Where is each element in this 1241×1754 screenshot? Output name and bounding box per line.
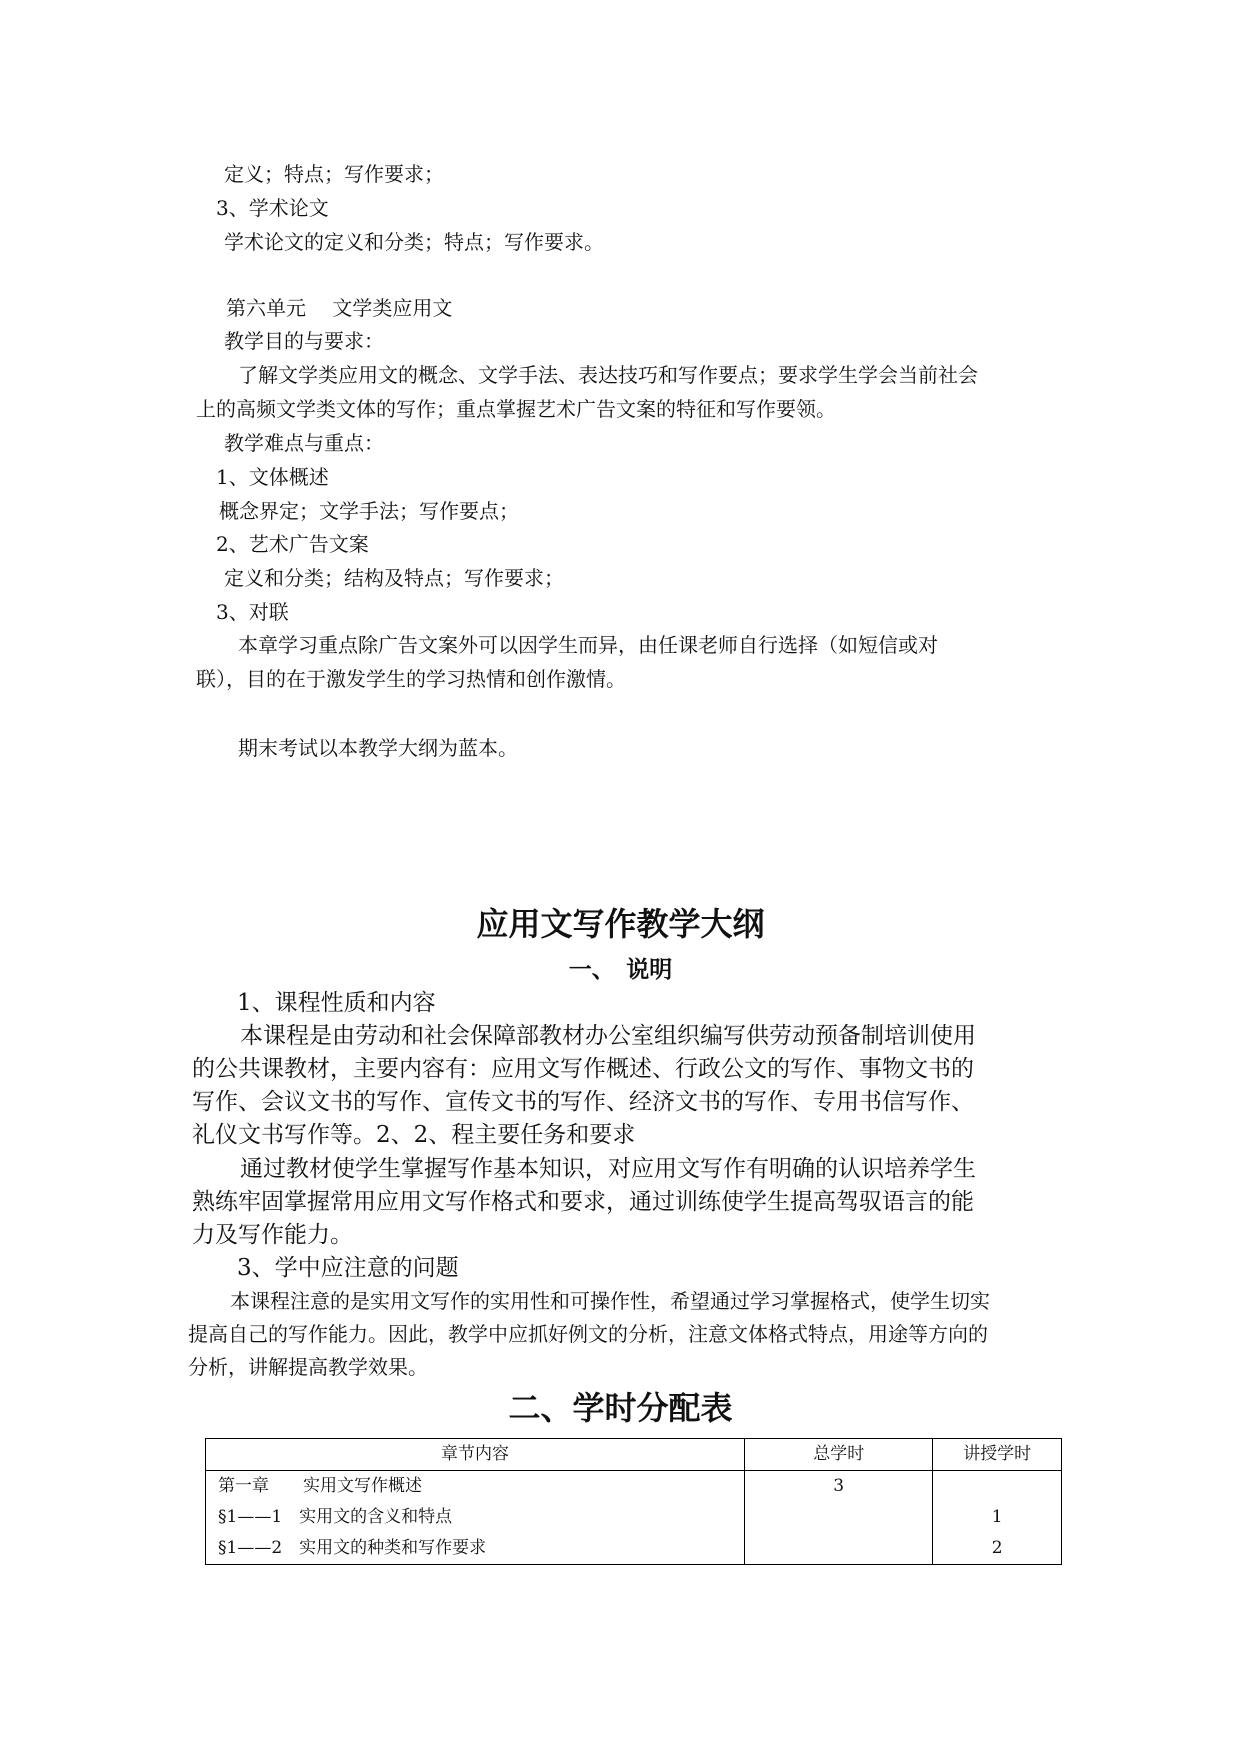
text-line: 概念界定；文学手法；写作要点； (219, 499, 519, 523)
text-line: 教学难点与重点： (224, 431, 384, 455)
column-header: 讲授学时 (933, 1439, 1062, 1471)
text-line: 通过教材使学生掌握写作基本知识，对应用文写作有明确的认识培养学生 (240, 1156, 976, 1182)
lecture-hours-cell (933, 1471, 1062, 1565)
text-line: 上的高频文学类文体的写作；重点掌握艺术广告文案的特征和写作要领。 (196, 397, 836, 421)
table-cell-text: §1——1 实用文的含义和特点 (218, 1507, 453, 1527)
subheading: 1、文体概述 (216, 465, 329, 489)
text-line: 的公共课教材，主要内容有：应用文写作概述、行政公文的写作、事物文书的 (192, 1056, 974, 1082)
text-line: 力及写作能力。 (192, 1222, 353, 1248)
subheading: 3、学中应注意的问题 (237, 1255, 459, 1281)
table-cell-text: 2 (991, 1538, 1003, 1558)
text-line: 定义；特点；写作要求； (224, 162, 444, 186)
text-line: 学术论文的定义和分类；特点；写作要求。 (224, 230, 604, 254)
text-line: 分析，讲解提高教学效果。 (188, 1355, 428, 1379)
total-hours-cell (745, 1471, 933, 1565)
column-header: 总学时 (745, 1439, 933, 1471)
text-line: 写作、会议文书的写作、宣传文书的写作、经济文书的写作、专用书信写作、 (192, 1089, 974, 1115)
table-cell-text: 第一章 实用文写作概述 (218, 1476, 422, 1496)
text-line: 提高自己的写作能力。因此，教学中应抓好例文的分析，注意文体格式特点，用途等方向的 (188, 1322, 988, 1346)
section-title: 二、学时分配表 (508, 1389, 733, 1427)
text-line: 本课程注意的是实用文写作的实用性和可操作性，希望通过学习掌握格式，使学生切实 (230, 1289, 990, 1313)
table-cell-text (933, 1471, 1061, 1502)
table-cell-text (745, 1533, 932, 1564)
text-line: 本课程是由劳动和社会保障部教材办公室组织编写供劳动预备制培训使用 (240, 1023, 976, 1049)
text-line: 本章学习重点除广告文案外可以因学生而异，由任课老师自行选择（如短信或对 (238, 633, 938, 657)
column-header: 章节内容 (206, 1439, 745, 1471)
table-cell-text: 3 (833, 1476, 845, 1496)
text-line: 教学目的与要求： (224, 329, 384, 353)
unit-heading: 第六单元 文学类应用文 (226, 296, 453, 320)
subheading: 1、课程性质和内容 (237, 990, 436, 1016)
table-cell-text: §1——2 实用文的种类和写作要求 (218, 1538, 487, 1558)
text-line: 联），目的在于激发学生的学习热情和创作激情。 (196, 667, 626, 691)
text-line: 礼仪文书写作等。2、2、程主要任务和要求 (192, 1122, 636, 1148)
hours-table (205, 1438, 1062, 1565)
table-cell-text: 1 (991, 1507, 1003, 1527)
section-title: 一、 说明 (568, 956, 673, 983)
document-title: 应用文写作教学大纲 (476, 905, 765, 943)
text-line: 了解文学类应用文的概念、文学手法、表达技巧和写作要点；要求学生学会当前社会 (238, 363, 978, 387)
text-line: 定义和分类；结构及特点；写作要求； (224, 566, 564, 590)
text-line: 期末考试以本教学大纲为蓝本。 (238, 736, 518, 760)
subheading: 3、对联 (216, 600, 289, 624)
table-header-row (206, 1439, 1062, 1471)
content-cell (206, 1471, 745, 1565)
subheading: 3、学术论文 (216, 196, 329, 220)
table-row (206, 1471, 1062, 1565)
text-line: 熟练牢固掌握常用应用文写作格式和要求，通过训练使学生提高驾驭语言的能 (192, 1189, 974, 1215)
table-cell-text (745, 1502, 932, 1533)
subheading: 2、艺术广告文案 (216, 532, 369, 556)
